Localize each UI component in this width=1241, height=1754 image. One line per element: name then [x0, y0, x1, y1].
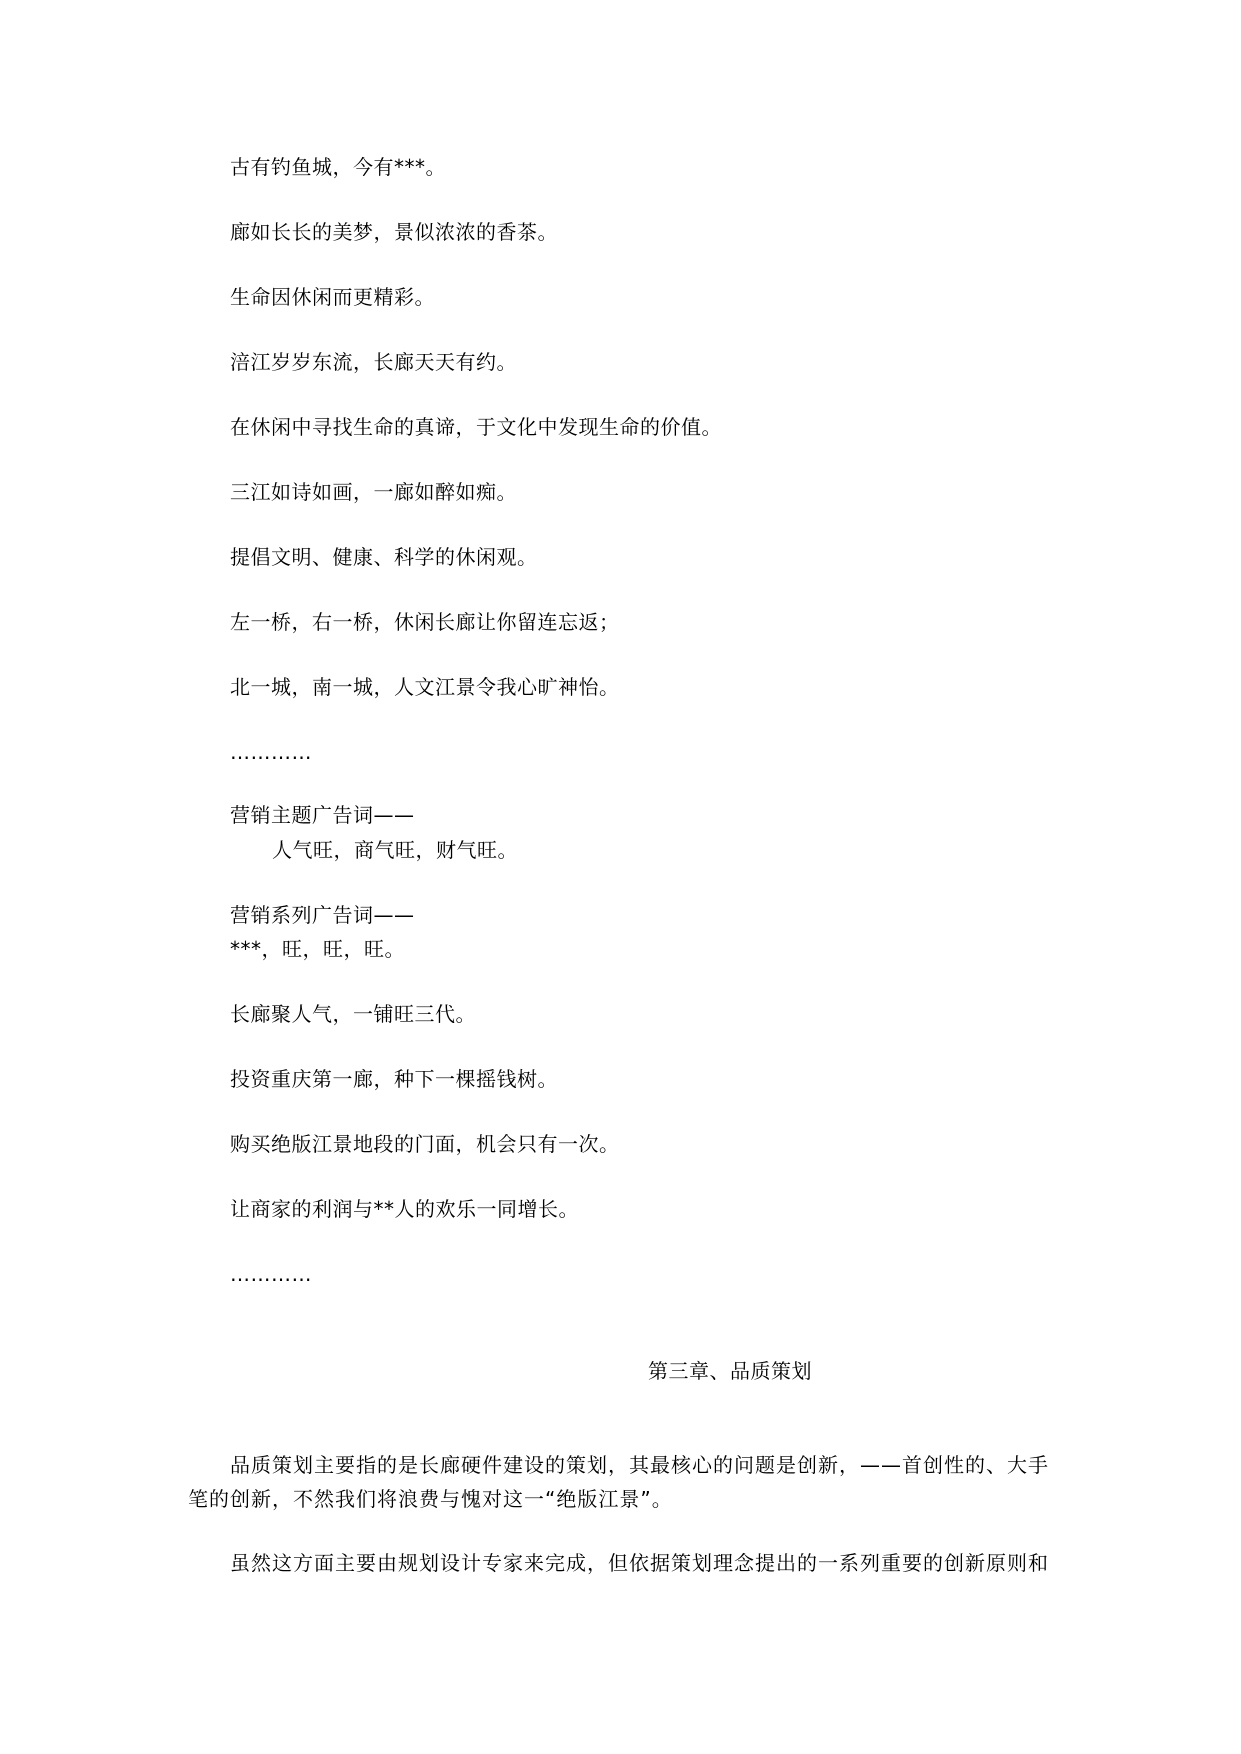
marketing-series-line: 投资重庆第一廊，种下一棵摇钱树。 — [230, 1067, 558, 1091]
slogan-line: 在休闲中寻找生命的真谛，于文化中发现生命的价值。 — [230, 415, 722, 439]
marketing-theme-line: 人气旺，商气旺，财气旺。 — [272, 838, 518, 862]
slogan-line: 北一城，南一城，人文江景令我心旷神怡。 — [230, 675, 620, 699]
marketing-theme-heading: 营销主题广告词—— — [230, 803, 415, 827]
slogan-line: 提倡文明、健康、科学的休闲观。 — [230, 545, 538, 569]
body-paragraph: 虽然这方面主要由规划设计专家来完成，但依据策划理念提出的一系列重要的创新原则和 — [230, 1551, 1049, 1575]
marketing-series-line: 购买绝版江景地段的门面，机会只有一次。 — [230, 1132, 620, 1156]
chapter-title: 第三章、品质策划 — [648, 1359, 812, 1383]
ellipsis-line: ………… — [230, 740, 312, 764]
body-paragraph: 品质策划主要指的是长廊硬件建设的策划，其最核心的问题是创新，——首创性的、大手笔的创新，不然我们将浪费与愧对这一“绝版江景”。 — [188, 1453, 1049, 1511]
slogan-line: 古有钓鱼城，今有***。 — [230, 155, 446, 179]
slogan-line: 廊如长长的美梦，景似浓浓的香茶。 — [230, 220, 558, 244]
marketing-series-line: 长廊聚人气，一铺旺三代。 — [230, 1002, 476, 1026]
marketing-series-line: 让商家的利润与**人的欢乐一同增长。 — [230, 1197, 579, 1221]
slogan-line: 涪江岁岁东流，长廊天天有约。 — [230, 350, 517, 374]
slogan-line: 左一桥，右一桥，休闲长廊让你留连忘返； — [230, 610, 620, 634]
marketing-series-heading: 营销系列广告词—— — [230, 903, 415, 927]
marketing-series-line: ***，旺，旺，旺。 — [230, 937, 405, 961]
slogan-line: 三江如诗如画，一廊如醉如痴。 — [230, 480, 517, 504]
slogan-line: 生命因休闲而更精彩。 — [230, 285, 435, 309]
ellipsis-line: ………… — [230, 1262, 312, 1286]
